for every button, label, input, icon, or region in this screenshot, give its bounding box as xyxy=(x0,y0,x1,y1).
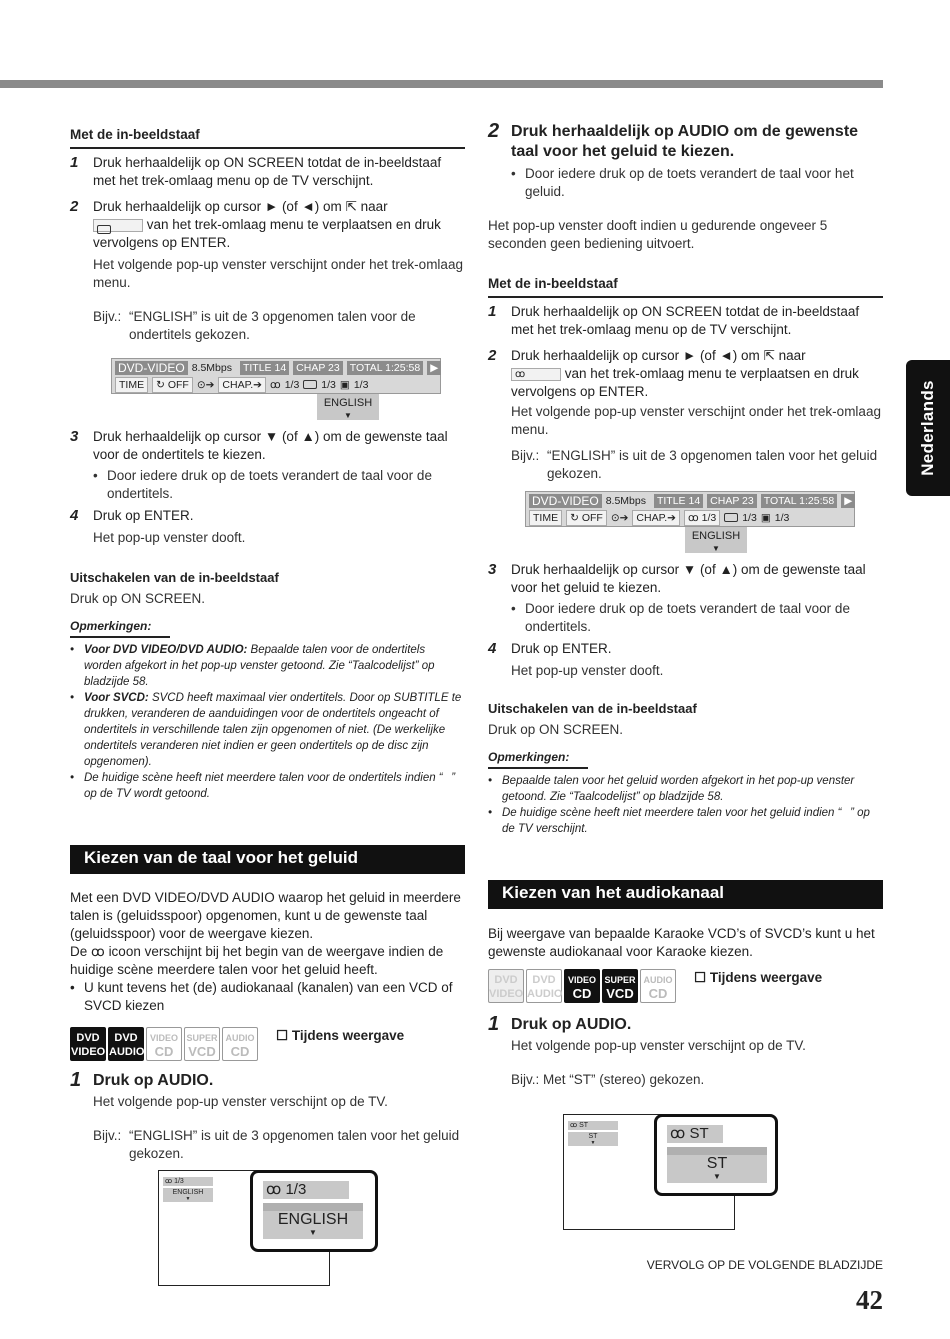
play-icon: ▶ xyxy=(841,494,855,508)
r-step-2: 2 Druk herhaaldelijk op cursor ► (of ◄) om ⇱ naar ꝏ van het trek-omlaag menu te verplaatsen en druk vervolgens op ENTER. xyxy=(488,347,859,399)
r-notes-list: • Bepaalde talen voor het geluid worden afgekort in het pop-up venster getoond. Zie “Taalcodelijst” op bladzijde 58. • De huidige scène heeft niet meerdere talen voor het geluid indien “” op de TV verschijnt. xyxy=(488,775,870,835)
audio-icon: ꝏ xyxy=(511,368,561,381)
section-audio-language-heading: Kiezen van de taal voor het geluid xyxy=(70,845,465,874)
r-step-1: 1 Druk herhaaldelijk op ON SCREEN totdat de in-beeldstaaf met het trek-omlaag menu op de TV verschijnt. xyxy=(488,303,860,337)
audio-icon: ꝏ xyxy=(570,1122,578,1129)
r-step-4: 4 Druk op ENTER. xyxy=(488,640,612,657)
r-tv-screen-illustration: ꝏ ST ST ▼ xyxy=(563,1114,735,1230)
disc-dvd-video: DVD VIDEO xyxy=(70,1027,106,1061)
r-disable-heading: Uitschakelen van de in-beeldstaaf xyxy=(488,701,697,716)
audio-icon: ꝏ xyxy=(269,378,281,391)
popup-fade-note: Het pop-up venster dooft indien u gedurende ongeveer 5 seconden geen bediening uitvoert. xyxy=(488,218,828,251)
disc-super-vcd: SUPER VCD xyxy=(184,1027,220,1061)
disc-video-cd: VIDEO CD xyxy=(146,1027,182,1061)
play-icon: ▶ xyxy=(427,361,441,375)
audio-icon: ꝏ xyxy=(266,1181,282,1198)
r-audio-step-1: 1 Druk op AUDIO. xyxy=(488,1013,632,1035)
angle-icon: ▣ xyxy=(760,511,771,524)
disc-video-cd: VIDEO CD xyxy=(564,969,600,1003)
subtitle-popup: ENGLISH ▼ xyxy=(317,394,379,420)
step-2: 2 Druk herhaaldelijk op cursor ► (of ◄) om ⇱ naar van het trek-omlaag menu te verplaatsen en druk vervolgens op ENTER. xyxy=(70,198,441,250)
subtitle-icon xyxy=(93,219,143,232)
disc-dvd-audio: DVD AUDIO xyxy=(526,969,562,1003)
notes-list: • Voor DVD VIDEO/DVD AUDIO: Bepaalde talen voor de ondertitels worden afgekort in het pop-up venster getoond. Zie “Taalcodelijst” op bladzijde 58. • Voor SVCD: SVCD heeft maximaal vier ondertitels. Door op SUBTITLE te drukken, veranderen de aanduidingen voor de ondertitels ongeacht of ondertitels in verschillende talen zijn opgenomen of niet. (De werkelijke ondertitels veranderen niet indien er geen ondertitels op de disc zijn opgenomen). • De huidige scène heeft niet meerdere talen voor de ondertitels indien “” op de TV wordt getoond. xyxy=(70,644,462,800)
step-2-audio-bullet: • Door iedere druk op de toets verandert de taal voor het geluid. xyxy=(511,166,854,199)
step-3-bullet: • Door iedere druk op de toets verandert de taal voor de ondertitels. xyxy=(93,468,432,501)
r-step-4-note: Het pop-up venster dooft. xyxy=(511,663,664,678)
disc-super-vcd: SUPER VCD xyxy=(602,969,638,1003)
step-2-audio: 2 Druk herhaaldelijk op AUDIO om de gewenste taal voor het geluid te kiezen. xyxy=(488,120,859,160)
disc-types xyxy=(70,1027,465,1061)
tv-screen-illustration: ꝏ 1/3 ENGLISH ▼ xyxy=(158,1170,330,1286)
notes-heading: Opmerkingen: xyxy=(70,617,170,638)
r-audio-step-1-example: Bijv.: Met “ST” (stereo) gekozen. xyxy=(511,1072,705,1087)
r-step-2-example: Bijv.: “ENGLISH” is uit de 3 opgenomen talen voor het geluid gekozen. xyxy=(511,448,878,481)
left-column xyxy=(70,126,465,802)
right-column xyxy=(488,122,883,837)
tv-popup-callout: ꝏ 1/3 ENGLISH ▼ xyxy=(250,1170,378,1252)
disc-dvd-video: DVD VIDEO xyxy=(488,969,524,1003)
r-tv-popup-callout: ꝏ ST ST ▼ xyxy=(654,1114,778,1196)
top-rule xyxy=(0,80,883,88)
disable-heading: Uitschakelen van de in-beeldstaaf xyxy=(70,570,279,585)
cursor-icon: ⇱ xyxy=(345,199,357,214)
r-notes-heading: Opmerkingen: xyxy=(488,748,588,769)
onscreen-bar: DVD-VIDEO 8.5Mbps TITLE 14 CHAP 23 TOTAL 1:25:58 ▶ TIME ↻ OFF ⊙➔ CHAP.➔ ꝏ 1/3 1/3 ▣ 1/3 xyxy=(111,358,441,394)
subtitle-onscreen-heading: Met de in-beeldstaaf xyxy=(70,126,465,149)
audio-language-section: Met een DVD VIDEO/DVD AUDIO waarop het geluid in meerdere talen is (geluidsspoor) opgenomen, kunt u de gewenste taal (geluidsspoor) voor de weergave kiezen. De ꝏ icoon verschijnt bij het begin van de weergave indien de huidige scène meerdere talen voor het geluid heeft. • U kunt tevens het (de) audiokanaal (kanalen) van een VCD of SVCD kiezen DVD VIDEO DVD AUDIO VIDEO CD SUPER VCD AUDIO CD ☐ Tijdens weergave 1 Druk op AUDIO. Het volgende pop-up venster verschijnt op de TV. Bijv.: “ENGLISH” is uit de 3 opgenomen talen voor het geluid gekozen. xyxy=(70,889,465,1163)
audio-icon: ꝏ xyxy=(670,1125,686,1142)
r-disable-text: Druk op ON SCREEN. xyxy=(488,722,624,737)
step-1: 1 Druk herhaaldelijk op ON SCREEN totdat de in-beeldstaaf met het trek-omlaag menu op de TV verschijnt. xyxy=(70,154,442,188)
continued-note: VERVOLG OP DE VOLGENDE BLADZIJDE xyxy=(646,1258,883,1272)
r-audio-step-1-note: Het volgende pop-up venster verschijnt op de TV. xyxy=(511,1038,806,1053)
section-audio-channel-heading: Kiezen van het audiokanaal xyxy=(488,880,883,909)
r-section-intro: Bij weergave van bepaalde Karaoke VCD’s of SVCD’s kunt u het gewenste audiokanaal voor Karaoke kiezen. xyxy=(488,926,875,959)
angle-icon: ▣ xyxy=(339,378,350,391)
step-2-note: Het volgende pop-up venster verschijnt onder het trek-omlaag menu. xyxy=(93,257,463,290)
disc-dvd-audio: DVD AUDIO xyxy=(108,1027,144,1061)
page-number: 42 xyxy=(856,1285,883,1315)
disc-audio-cd: AUDIO CD xyxy=(640,969,676,1003)
r-onscreen-bar: DVD-VIDEO 8.5Mbps TITLE 14 CHAP 23 TOTAL 1:25:58 ▶ TIME ↻ OFF ⊙➔ CHAP.➔ ꝏ 1/3 1/3 ▣ 1/3 xyxy=(525,491,855,527)
r-disc-types xyxy=(488,969,883,1003)
audio-step-1: 1 Druk op AUDIO. xyxy=(70,1069,214,1091)
r-during-playback-label: ☐ Tijdens weergave xyxy=(694,970,823,985)
audio-channel-section xyxy=(488,925,883,1089)
step-3: 3 Druk herhaaldelijk op cursor ▼ (of ▲) om de gewenste taal voor de ondertitels te kiezen. xyxy=(70,428,448,462)
step-4: 4 Druk op ENTER. xyxy=(70,507,194,524)
language-side-tab: Nederlands xyxy=(906,360,950,496)
r-step-3-bullet: • Door iedere druk op de toets verandert de taal voor de ondertitels. xyxy=(511,601,850,634)
disc-audio-cd: AUDIO CD xyxy=(222,1027,258,1061)
audio-step-1-note: Het volgende pop-up venster verschijnt op de TV. xyxy=(93,1094,388,1109)
r-step-2-note: Het volgende pop-up venster verschijnt onder het trek-omlaag menu. xyxy=(511,404,881,437)
disable-text: Druk op ON SCREEN. xyxy=(70,591,206,606)
r-step-3: 3 Druk herhaaldelijk op cursor ▼ (of ▲) om de gewenste taal voor het geluid te kiezen. xyxy=(488,561,866,595)
audio-icon: ꝏ xyxy=(91,944,105,959)
audio-icon: ꝏ xyxy=(165,1178,173,1185)
audio-step-1-example: Bijv.: “ENGLISH” is uit de 3 opgenomen talen voor het geluid gekozen. xyxy=(93,1128,460,1161)
step-4-note: Het pop-up venster dooft. xyxy=(93,530,246,545)
step-2-example: Bijv.: “ENGLISH” is uit de 3 opgenomen talen voor de ondertitels gekozen. xyxy=(93,309,416,342)
section-intro: Met een DVD VIDEO/DVD AUDIO waarop het geluid in meerdere talen is (geluidsspoor) opgenomen, kunt u de gewenste taal (geluidsspoor) voor de weergave kiezen. xyxy=(70,890,461,941)
audio-onscreen-heading: Met de in-beeldstaaf xyxy=(488,275,883,298)
during-playback-label: ☐ Tijdens weergave xyxy=(276,1028,405,1043)
cursor-icon: ⇱ xyxy=(763,348,775,363)
audio-popup: ENGLISH ▼ xyxy=(685,527,747,553)
